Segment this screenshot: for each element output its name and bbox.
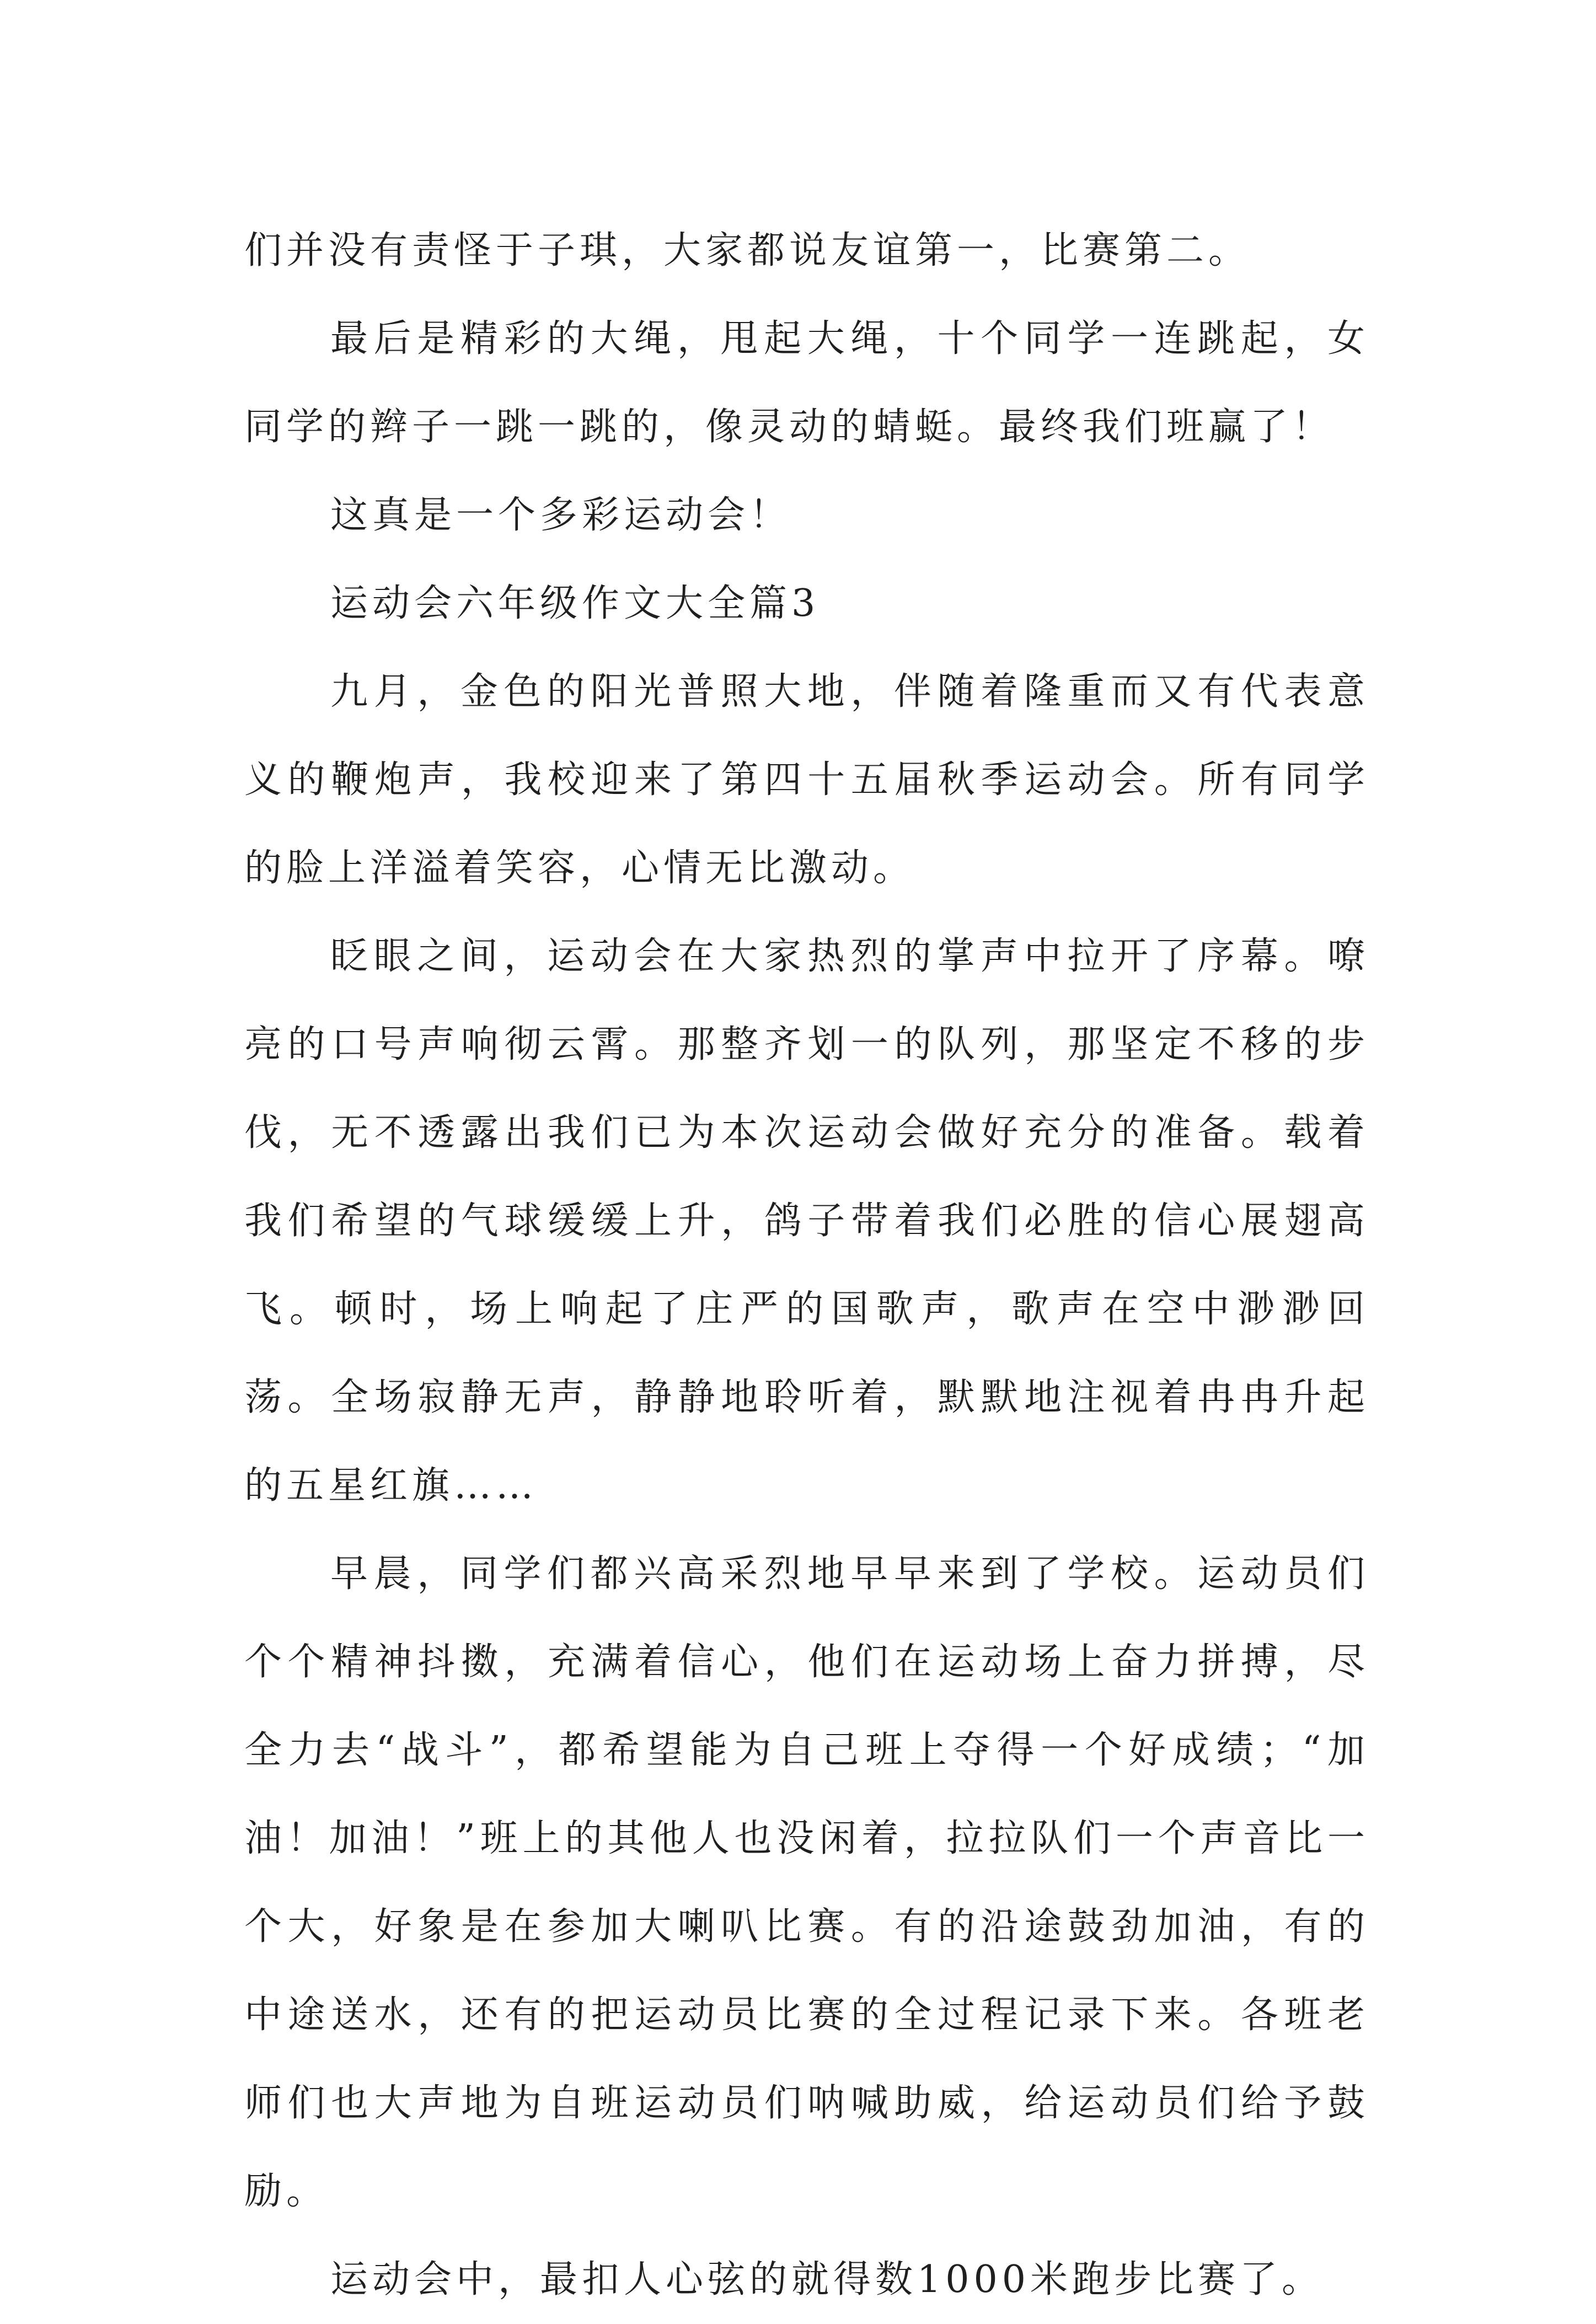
- section-heading: 运动会六年级作文大全篇3: [330, 582, 820, 625]
- document-body: [244, 207, 1369, 2324]
- paragraph-3: 这真是一个多彩运动会！: [330, 493, 792, 537]
- paragraph-7: 早晨，同学们都兴高采烈地早早来到了学校。运动员们个个精神抖擞，充满着信心，他们在运动场上奋力拼搏，尽全力去“战斗”，都希望能为自己班上夺得一个好成绩；“加油！加油！”班上的其他人也没闲着，拉拉队们一个声音比一个大，好象是在参加大喇叭比赛。有的沿途鼓劲加油，有的中途送水，还有的把运动员比赛的全过程记录下来。各班老师们也大声地为自班运动员们呐喊助威，给运动员们给予鼓励。: [244, 1552, 1369, 2213]
- paragraph-8: 运动会中，最扣人心弦的就得数1000米跑步比赛了。: [330, 2258, 1324, 2301]
- paragraph-1: 们并没有责怪于子琪，大家都说友谊第一，比赛第二。: [244, 229, 1251, 272]
- paragraph-6: 眨眼之间，运动会在大家热烈的掌声中拉开了序幕。嘹亮的口号声响彻云霄。那整齐划一的队列，那坚定不移的步伐，无不透露出我们已为本次运动会做好充分的准备。载着我们希望的气球缓缓上升，鸽子带着我们必胜的信心展翅高飞。顿时，场上响起了庄严的国歌声，歌声在空中渺渺回荡。全场寂静无声，静静地聆听着，默默地注视着冉冉升起的五星红旗……: [244, 935, 1369, 1507]
- paragraph-2: 最后是精彩的大绳，甩起大绳，十个同学一连跳起，女同学的辫子一跳一跳的，像灵动的蜻蜓。最终我们班赢了！: [244, 317, 1369, 449]
- paragraph-5: 九月，金色的阳光普照大地，伴随着隆重而又有代表意义的鞭炮声，我校迎来了第四十五届秋季运动会。所有同学的脸上洋溢着笑容，心情无比激动。: [244, 670, 1369, 890]
